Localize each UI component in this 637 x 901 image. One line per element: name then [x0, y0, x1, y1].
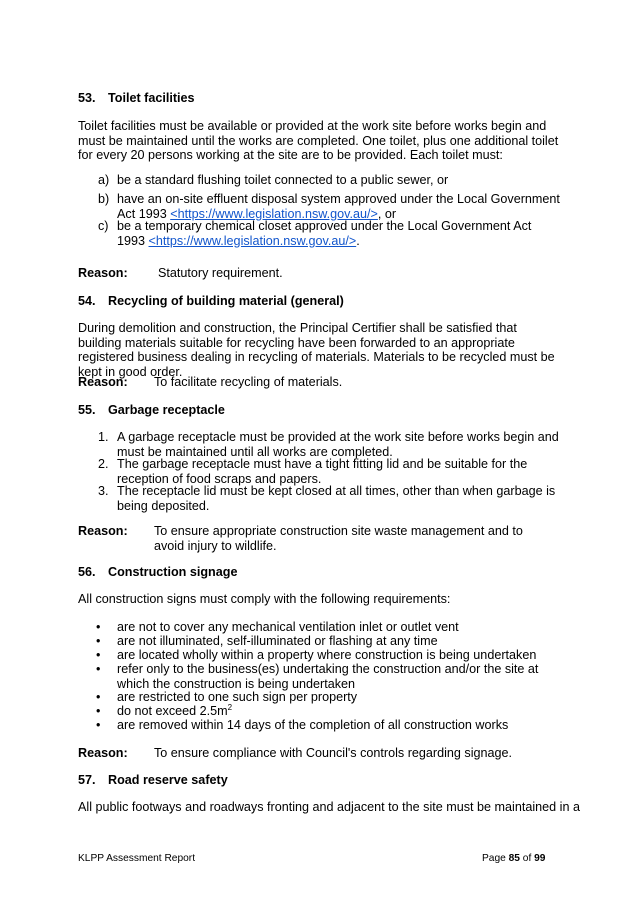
section-number: 54.: [78, 294, 96, 308]
list-item-text-part: , or: [377, 206, 397, 221]
section-56-intro: All construction signs must comply with the following requirements:: [78, 592, 451, 606]
section-title: Toilet facilities: [108, 91, 195, 105]
section-title: Garbage receptacle: [108, 403, 225, 417]
reason-text: Statutory requirement.: [158, 266, 283, 280]
superscript: 2: [227, 702, 233, 712]
list-item-text: [117, 219, 560, 248]
section-number: 55.: [78, 403, 96, 417]
list-item-text: are restricted to one such sign per property: [117, 690, 358, 704]
section-number: 57.: [78, 773, 96, 787]
list-marker: a): [98, 173, 110, 187]
page-label: Page: [482, 853, 509, 864]
of-label: of: [519, 853, 535, 864]
list-item-text: The garbage receptacle must have a tight fitting lid and be suitable for the reception of food scraps and papers.: [117, 457, 528, 486]
list-item-text: are removed within 14 days of the completion of all construction works: [117, 718, 509, 732]
bullet-marker: •: [96, 648, 101, 662]
footer-page-number: [482, 852, 545, 867]
section-title: Recycling of building material (general): [108, 294, 344, 308]
list-item-text: are not to cover any mechanical ventilation inlet or outlet vent: [117, 620, 459, 634]
list-item-text: [117, 192, 560, 221]
list-marker: b): [98, 192, 110, 206]
section-54-intro: During demolition and construction, the Principal Certifier shall be satisfied that building materials suitable for recycling have been forwarded to an appropriate registered business dealing in recycling of materials. Materials to be recycled must be kept in good order.: [78, 321, 555, 379]
list-item-text: [117, 704, 560, 719]
list-marker: c): [98, 219, 109, 233]
list-marker: 3.: [98, 484, 109, 498]
section-57-intro: All public footways and roadways fronting and adjacent to the site must be maintained in a: [78, 800, 580, 814]
reason-label: Reason:: [78, 746, 128, 760]
section-55-heading: [78, 403, 225, 418]
reason-text: To facilitate recycling of materials.: [154, 375, 343, 389]
section-number: 53.: [78, 91, 96, 105]
section-56-heading: [78, 565, 237, 580]
list-item-text: be a standard flushing toilet connected to a public sewer, or: [117, 173, 449, 187]
list-item-text: are located wholly within a property where construction is being undertaken: [117, 648, 537, 662]
list-marker: 2.: [98, 457, 109, 471]
section-53-heading: [78, 91, 195, 106]
section-number: 56.: [78, 565, 96, 579]
list-item-text: are not illuminated, self-illuminated or flashing at any time: [117, 634, 438, 648]
section-54-heading: [78, 294, 344, 309]
list-marker: 1.: [98, 430, 109, 444]
list-item-text: The receptacle lid must be kept closed at all times, other than when garbage is being deposited.: [117, 484, 556, 513]
reason-text: To ensure compliance with Council's controls regarding signage.: [154, 746, 513, 760]
legislation-link[interactable]: <https://www.legislation.nsw.gov.au/>: [170, 206, 378, 221]
bullet-marker: •: [96, 690, 101, 704]
reason-label: Reason:: [78, 266, 128, 280]
list-item-text-part: do not exceed 2.5m: [117, 704, 228, 718]
legislation-link[interactable]: <https://www.legislation.nsw.gov.au/>: [148, 233, 357, 248]
footer-report-name: KLPP Assessment Report: [78, 853, 196, 864]
bullet-marker: •: [96, 620, 101, 634]
list-item-text: A garbage receptacle must be provided at the work site before works begin and must be maintained until all works are completed.: [117, 430, 559, 459]
current-page: 85: [508, 853, 520, 864]
section-title: Construction signage: [108, 565, 238, 579]
reason-text: To ensure appropriate construction site waste management and to avoid injury to wildlife.: [154, 524, 523, 553]
bullet-marker: •: [96, 634, 101, 648]
bullet-marker: •: [96, 704, 101, 718]
bullet-marker: •: [96, 718, 101, 732]
list-item-text-part: be a temporary chemical closet approved under the Local Government Act 1993: [117, 219, 532, 248]
section-53-intro: Toilet facilities must be available or provided at the work site before works begin and must be maintained until the works are completed. One toilet, plus one additional toilet for every 20 persons working at the site are to be provided. Each toilet must:: [78, 119, 559, 163]
bullet-marker: •: [96, 662, 101, 676]
reason-label: Reason:: [78, 524, 128, 538]
reason-label: Reason:: [78, 375, 128, 389]
list-item-text-part: have an on-site effluent disposal system approved under the Local Government Act 1993: [117, 192, 560, 221]
list-item-text-part: .: [356, 233, 360, 248]
list-item-text: refer only to the business(es) undertaking the construction and/or the site at which the construction is being undertaken: [117, 662, 539, 691]
section-title: Road reserve safety: [108, 773, 228, 787]
total-pages: 99: [534, 853, 546, 864]
section-57-heading: [78, 773, 228, 788]
